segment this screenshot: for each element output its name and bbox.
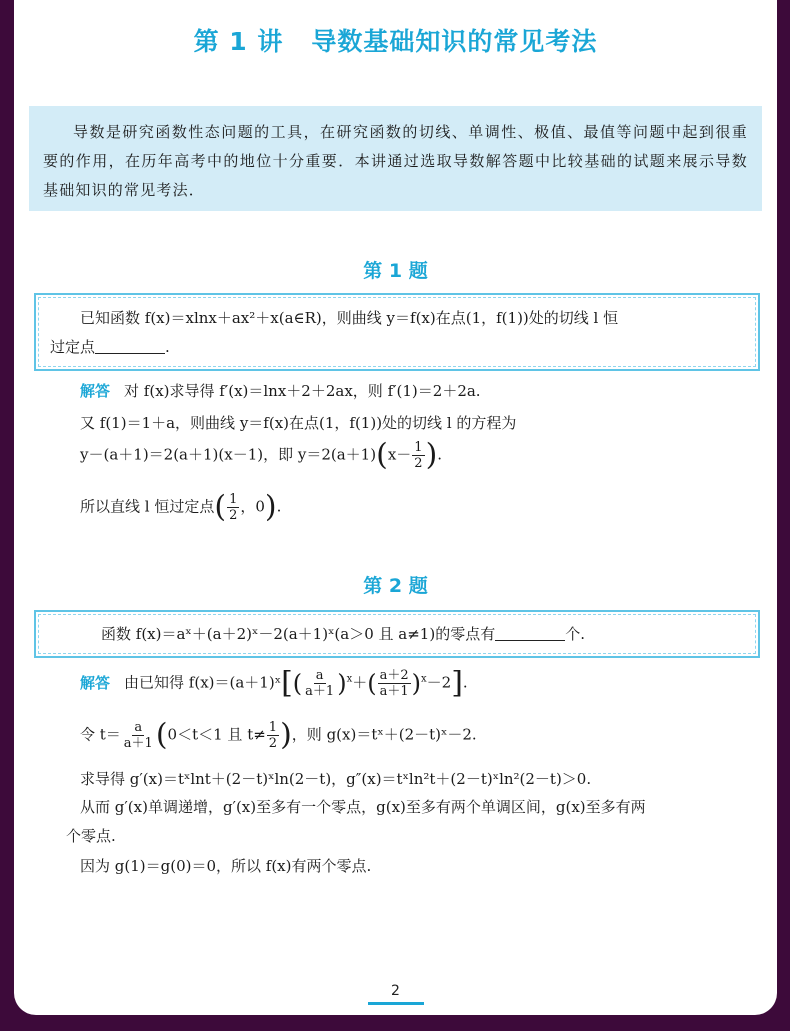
- page-number-underline: [368, 1002, 424, 1005]
- problem1-answer-line1: 解答 对 f(x)求导得 f′(x)＝lnx＋2＋2ax，则 f′(1)＝2＋2a.: [80, 382, 481, 400]
- problem1-question-box: [34, 293, 760, 371]
- problem2-answer-line2: 令 t＝ $\frac{a}{a+1}$ (0＜t＜1 且 t≠ $\frac{1}{2}$ )，则 g(x)＝tˣ＋(2－t)ˣ－2.: [80, 717, 477, 753]
- lecture-number: 第 1 讲: [193, 27, 284, 56]
- problem1-question-line2: 过定点 .: [50, 338, 170, 356]
- problem1-answer-line3: y－(a＋1)＝2(a＋1)(x－1)，即 y＝2(a＋1)(x－ $\frac{1}{2}$ ).: [80, 437, 443, 473]
- document-page: [14, 0, 777, 1015]
- problem1-title: 第 1 题: [363, 260, 428, 282]
- lecture-topic: 导数基础知识的常见考法: [311, 27, 598, 56]
- page-number: 2: [391, 983, 400, 999]
- answer-blank: [495, 624, 565, 641]
- intro-box: [29, 106, 762, 211]
- problem2-question: 函数 f(x)＝aˣ＋(a＋2)ˣ－2(a＋1)ˣ(a＞0 且 a≠1)的零点有 个.: [101, 625, 585, 643]
- answer-label: 解答: [80, 382, 111, 400]
- problem2-title: 第 2 题: [363, 575, 428, 597]
- problem1-answer-line4: 所以直线 l 恒过定点( $\frac{1}{2}$ ，0).: [80, 489, 282, 525]
- problem2-answer-line1: 解答 由已知得 f(x)＝(a＋1)ˣ[( $\frac{a}{a+1}$ )$^x$＋( $\frac{a+2}{a+1}$ )$^x$－2].: [80, 665, 468, 701]
- answer-label: 解答: [80, 673, 111, 692]
- lecture-title: [14, 22, 777, 58]
- answer-blank: [95, 337, 165, 354]
- problem1-question-line1: 已知函数 f(x)＝xlnx＋ax²＋x(a∈R)，则曲线 y＝f(x)在点(1，f(1))处的切线 l 恒: [80, 309, 619, 327]
- problem2-answer-line4: 从而 g′(x)单调递增，g′(x)至多有一个零点，g(x)至多有两个单调区间，g(x)至多有两: [80, 798, 646, 816]
- problem2-answer-line3: 求导得 g′(x)＝tˣlnt＋(2－t)ˣln(2－t)，g″(x)＝tˣln²t＋(2－t)ˣln²(2－t)＞0.: [80, 770, 592, 788]
- problem2-question-box: [34, 610, 760, 658]
- problem2-answer-line6: 因为 g(1)＝g(0)＝0，所以 f(x)有两个零点.: [80, 857, 372, 875]
- intro-text: 导数是研究函数性态问题的工具，在研究函数的切线、单调性、极值、最值等问题中起到很重要的作用，在历年高考中的地位十分重要．本讲通过选取导数解答题中比较基础的试题来展示导数基础知识的常见考法．: [43, 123, 748, 199]
- problem2-answer-line5: 个零点.: [66, 827, 116, 845]
- problem1-answer-line2: 又 f(1)＝1＋a，则曲线 y＝f(x)在点(1，f(1))处的切线 l 的方程为: [80, 414, 517, 432]
